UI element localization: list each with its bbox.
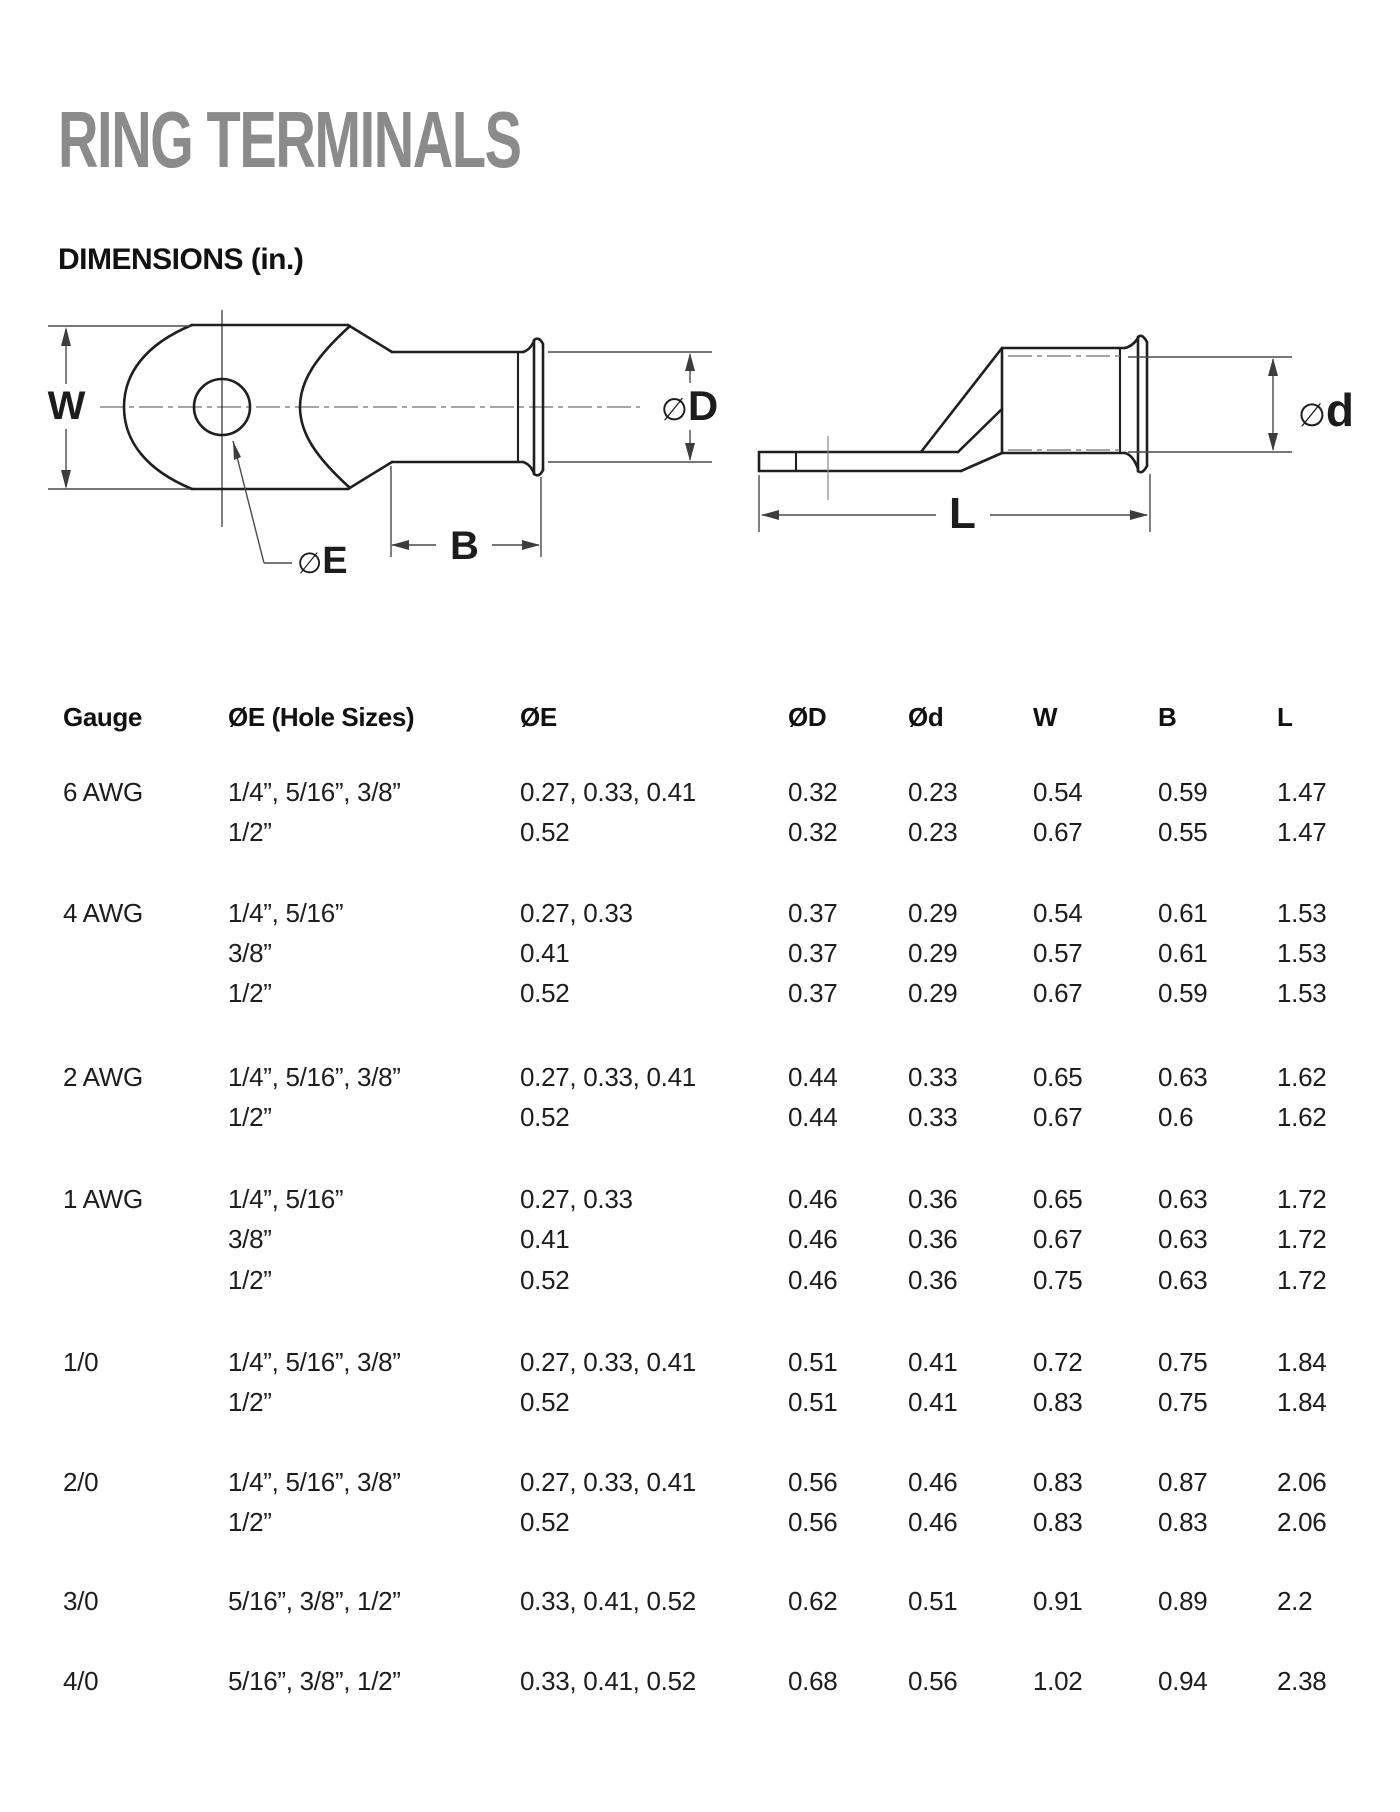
cell-l: 1.53	[1277, 898, 1327, 928]
cell-od: 0.46	[788, 1265, 838, 1295]
cell-holes: 1/4”, 5/16”	[228, 898, 344, 928]
cell-oe: 0.27, 0.33, 0.41	[520, 1467, 696, 1497]
cell-b: 0.89	[1158, 1586, 1208, 1616]
cell-od: 0.68	[788, 1666, 838, 1696]
cell-b: 0.63	[1158, 1265, 1208, 1295]
col-header-b: B	[1158, 702, 1177, 732]
cell-holes: 1/2”	[228, 978, 272, 1008]
cell-oe: 0.41	[520, 938, 570, 968]
cell-oe: 0.27, 0.33	[520, 898, 633, 928]
cell-holes: 1/4”, 5/16”, 3/8”	[228, 1062, 401, 1092]
cell-holes: 1/4”, 5/16”, 3/8”	[228, 1347, 401, 1377]
cell-od: 0.56	[788, 1467, 838, 1497]
cell-od: 0.37	[788, 938, 838, 968]
cell-oe: 0.33, 0.41, 0.52	[520, 1666, 696, 1696]
cell-b: 0.61	[1158, 898, 1208, 928]
cell-odm: 0.41	[908, 1347, 958, 1377]
cell-oe: 0.52	[520, 1387, 570, 1417]
cell-oe: 0.52	[520, 817, 570, 847]
diameter-symbol: ∅	[660, 392, 688, 427]
cell-holes: 5/16”, 3/8”, 1/2”	[228, 1666, 401, 1696]
cell-gauge: 3/0	[63, 1586, 99, 1616]
col-header-w: W	[1033, 702, 1058, 732]
cell-odm: 0.23	[908, 777, 958, 807]
cell-holes: 1/2”	[228, 1102, 272, 1132]
cell-odm: 0.36	[908, 1184, 958, 1214]
cell-gauge: 1/0	[63, 1347, 99, 1377]
cell-odm: 0.56	[908, 1666, 958, 1696]
cell-b: 0.63	[1158, 1224, 1208, 1254]
cell-od: 0.56	[788, 1507, 838, 1537]
cell-b: 0.61	[1158, 938, 1208, 968]
cell-holes: 3/8”	[228, 1224, 272, 1254]
cell-odm: 0.51	[908, 1586, 958, 1616]
cell-odm: 0.33	[908, 1102, 958, 1132]
cell-l: 1.84	[1277, 1387, 1327, 1417]
cell-holes: 1/4”, 5/16”, 3/8”	[228, 777, 401, 807]
cell-odm: 0.33	[908, 1062, 958, 1092]
cell-holes: 1/2”	[228, 1507, 272, 1537]
dim-label-w: W	[44, 384, 89, 428]
cell-odm: 0.46	[908, 1507, 958, 1537]
cell-w: 0.54	[1033, 777, 1083, 807]
cell-b: 0.6	[1158, 1102, 1194, 1132]
cell-od: 0.44	[788, 1102, 838, 1132]
cell-w: 0.83	[1033, 1387, 1083, 1417]
cell-oe: 0.52	[520, 1507, 570, 1537]
cell-l: 1.47	[1277, 777, 1327, 807]
col-header-od: ØD	[788, 702, 827, 732]
cell-od: 0.44	[788, 1062, 838, 1092]
diameter-symbol: ∅	[297, 548, 323, 580]
bolt-hole	[194, 379, 250, 435]
cell-od: 0.37	[788, 898, 838, 928]
cell-w: 0.83	[1033, 1467, 1083, 1497]
cell-oe: 0.27, 0.33, 0.41	[520, 1347, 696, 1377]
cell-holes: 1/4”, 5/16”, 3/8”	[228, 1467, 401, 1497]
cell-b: 0.55	[1158, 817, 1208, 847]
cell-l: 1.72	[1277, 1265, 1327, 1295]
cell-odm: 0.36	[908, 1265, 958, 1295]
cell-w: 0.65	[1033, 1184, 1083, 1214]
cell-oe: 0.52	[520, 978, 570, 1008]
cell-holes: 1/4”, 5/16”	[228, 1184, 344, 1214]
cell-od: 0.32	[788, 777, 838, 807]
cell-w: 0.91	[1033, 1586, 1083, 1616]
cell-oe: 0.52	[520, 1265, 570, 1295]
cell-gauge: 1 AWG	[63, 1184, 143, 1214]
cell-odm: 0.29	[908, 978, 958, 1008]
cell-w: 0.54	[1033, 898, 1083, 928]
cell-w: 0.65	[1033, 1062, 1083, 1092]
cell-l: 1.72	[1277, 1184, 1327, 1214]
col-header-holes: ØE (Hole Sizes)	[228, 702, 415, 732]
dim-label-b: B	[446, 524, 482, 568]
cell-holes: 3/8”	[228, 938, 272, 968]
cell-oe: 0.33, 0.41, 0.52	[520, 1586, 696, 1616]
cell-holes: 1/2”	[228, 1265, 272, 1295]
ring-terminal-side-view	[759, 336, 1292, 532]
cell-b: 0.87	[1158, 1467, 1208, 1497]
dim-label-od: ∅D	[657, 383, 721, 429]
cell-b: 0.63	[1158, 1062, 1208, 1092]
cell-od: 0.46	[788, 1184, 838, 1214]
col-header-gauge: Gauge	[63, 702, 142, 732]
cell-l: 2.38	[1277, 1666, 1327, 1696]
cell-gauge: 6 AWG	[63, 777, 143, 807]
cell-oe: 0.41	[520, 1224, 570, 1254]
page-title: RING TERMINALS	[58, 95, 521, 184]
cell-odm: 0.46	[908, 1467, 958, 1497]
cell-oe: 0.27, 0.33	[520, 1184, 633, 1214]
cell-w: 0.57	[1033, 938, 1083, 968]
cell-b: 0.83	[1158, 1507, 1208, 1537]
cell-b: 0.59	[1158, 777, 1208, 807]
cell-l: 2.2	[1277, 1586, 1313, 1616]
cell-holes: 1/2”	[228, 1387, 272, 1417]
cell-w: 0.67	[1033, 1102, 1083, 1132]
cell-b: 0.94	[1158, 1666, 1208, 1696]
cell-od: 0.37	[788, 978, 838, 1008]
cell-od: 0.62	[788, 1586, 838, 1616]
cell-w: 0.67	[1033, 817, 1083, 847]
cell-oe: 0.27, 0.33, 0.41	[520, 777, 696, 807]
cell-b: 0.63	[1158, 1184, 1208, 1214]
cell-w: 0.83	[1033, 1507, 1083, 1537]
cell-gauge: 4/0	[63, 1666, 99, 1696]
dim-label-oe: ∅E	[297, 540, 347, 582]
ring-terminal-top-view	[48, 310, 712, 563]
cell-b: 0.75	[1158, 1347, 1208, 1377]
dim-label-l: L	[945, 490, 979, 538]
cell-b: 0.59	[1158, 978, 1208, 1008]
col-header-odm: Ød	[908, 702, 944, 732]
cell-l: 1.53	[1277, 938, 1327, 968]
cell-l: 1.72	[1277, 1224, 1327, 1254]
cell-gauge: 2/0	[63, 1467, 99, 1497]
cell-gauge: 4 AWG	[63, 898, 143, 928]
cell-l: 1.62	[1277, 1102, 1327, 1132]
cell-odm: 0.41	[908, 1387, 958, 1417]
cell-l: 1.47	[1277, 817, 1327, 847]
cell-w: 0.67	[1033, 978, 1083, 1008]
section-title: DIMENSIONS (in.)	[58, 243, 304, 276]
cell-od: 0.51	[788, 1387, 838, 1417]
cell-odm: 0.29	[908, 938, 958, 968]
cell-gauge: 2 AWG	[63, 1062, 143, 1092]
cell-b: 0.75	[1158, 1387, 1208, 1417]
cell-holes: 1/2”	[228, 817, 272, 847]
cell-l: 2.06	[1277, 1507, 1327, 1537]
cell-holes: 5/16”, 3/8”, 1/2”	[228, 1586, 401, 1616]
cell-oe: 0.27, 0.33, 0.41	[520, 1062, 696, 1092]
dim-label-d: ∅d	[1298, 384, 1353, 436]
cell-l: 1.62	[1277, 1062, 1327, 1092]
cell-l: 1.84	[1277, 1347, 1327, 1377]
cell-odm: 0.36	[908, 1224, 958, 1254]
cell-od: 0.46	[788, 1224, 838, 1254]
cell-w: 0.72	[1033, 1347, 1083, 1377]
cell-od: 0.51	[788, 1347, 838, 1377]
cell-w: 0.67	[1033, 1224, 1083, 1254]
cell-l: 1.53	[1277, 978, 1327, 1008]
cell-odm: 0.29	[908, 898, 958, 928]
cell-w: 1.02	[1033, 1666, 1083, 1696]
cell-l: 2.06	[1277, 1467, 1327, 1497]
cell-od: 0.32	[788, 817, 838, 847]
cell-w: 0.75	[1033, 1265, 1083, 1295]
cell-oe: 0.52	[520, 1102, 570, 1132]
col-header-l: L	[1277, 702, 1293, 732]
col-header-oe: ØE	[520, 702, 557, 732]
cell-odm: 0.23	[908, 817, 958, 847]
diameter-symbol: ∅	[1298, 397, 1326, 433]
